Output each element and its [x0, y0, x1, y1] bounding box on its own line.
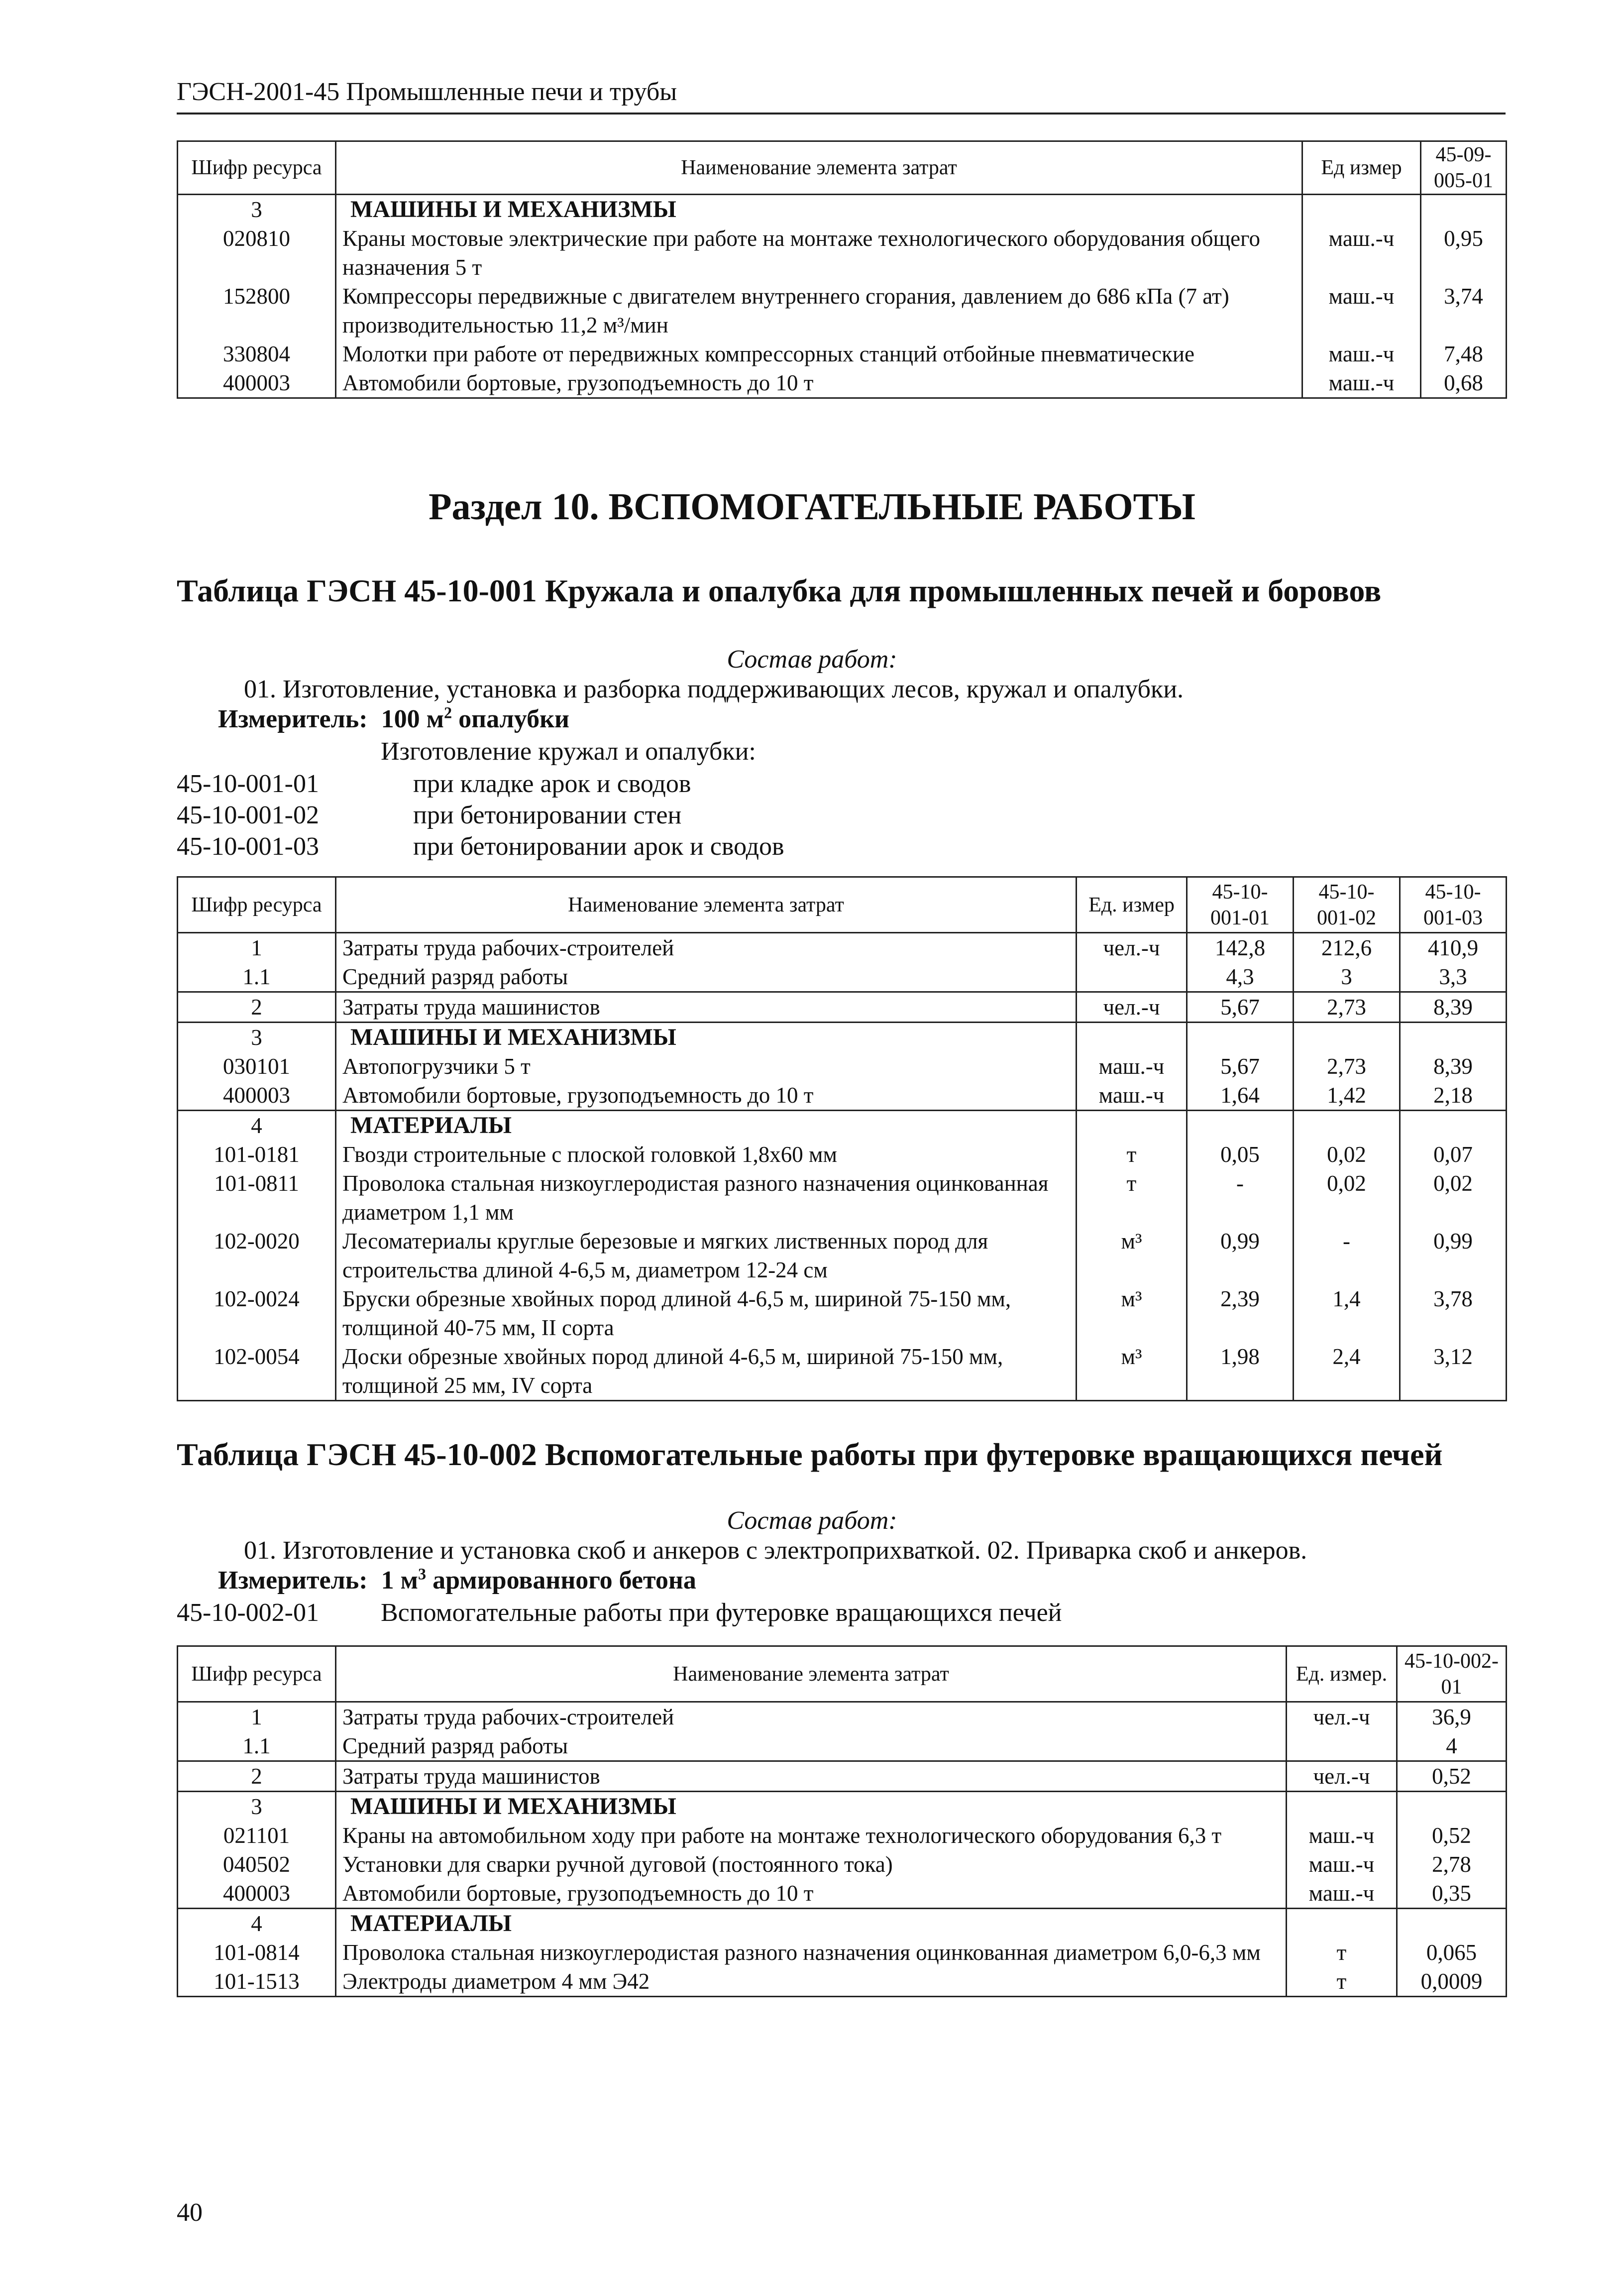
norm-value: 36,9 — [1397, 1702, 1507, 1732]
composition-text: 01. Изготовление, установка и разборка поддерживающих лесов, кружал и опалубки. — [244, 675, 1184, 703]
cost-element-name: МАШИНЫ И МЕХАНИЗМЫ — [336, 1792, 1287, 1822]
table-row — [178, 1731, 1507, 1761]
resource-code: 021101 — [178, 1821, 336, 1850]
norm-value: 0,95 — [1421, 224, 1507, 282]
resource-code: 400003 — [178, 368, 336, 398]
unit-of-measure: м³ — [1077, 1227, 1187, 1284]
cost-element-name: Электроды диаметром 4 мм Э42 — [336, 1967, 1287, 1997]
header-rule — [177, 113, 1506, 114]
norm-value: 7,48 — [1421, 340, 1507, 368]
resource-code: 101-0811 — [178, 1169, 336, 1227]
col-header-norm-03: 45-10-001-03 — [1400, 877, 1507, 933]
norm-value: 2,39 — [1187, 1284, 1294, 1342]
cost-element-name: Затраты труда рабочих-строителей — [336, 1702, 1287, 1732]
cost-element-name: Компрессоры передвижные с двигателем внутреннего сгорания, давлением до 686 кПа (7 ат) производительностью 11,2 м³/мин — [336, 282, 1302, 340]
col-header-unit: Ед. измер — [1077, 877, 1187, 933]
resource-code: 1 — [178, 933, 336, 963]
norm-value: 8,39 — [1400, 1052, 1507, 1081]
norm-value — [1421, 195, 1507, 225]
composition-label: Состав работ: — [727, 645, 897, 674]
col-header-code: Шифр ресурса — [178, 141, 336, 195]
col-header-unit: Ед измер — [1302, 141, 1421, 195]
cost-element-name: МАШИНЫ И МЕХАНИЗМЫ — [336, 195, 1302, 225]
norm-value: 0,52 — [1397, 1761, 1507, 1792]
table-row — [178, 962, 1507, 992]
unit-of-measure — [1287, 1792, 1397, 1822]
table-row — [178, 933, 1507, 963]
resource-code: 030101 — [178, 1052, 336, 1081]
norm-value: 212,6 — [1294, 933, 1400, 963]
col-header-unit: Ед. измер. — [1287, 1646, 1397, 1702]
cost-element-name: Лесоматериалы круглые березовые и мягких лиственных пород для строительства длиной 4-6,5 м, диаметром 12-24 см — [336, 1227, 1077, 1284]
unit-of-measure: т — [1287, 1938, 1397, 1967]
norm-value: 0,07 — [1400, 1140, 1507, 1169]
cost-element-name: Гвозди строительные с плоской головкой 1,8х60 мм — [336, 1140, 1077, 1169]
norm-value: 5,67 — [1187, 1052, 1294, 1081]
unit-of-measure: маш.-ч — [1077, 1081, 1187, 1111]
norm-code: 45-10-001-01 — [177, 770, 319, 798]
norm-value — [1400, 1111, 1507, 1141]
cost-element-name: Средний разряд работы — [336, 1731, 1287, 1761]
unit-of-measure: маш.-ч — [1302, 368, 1421, 398]
resource-code: 4 — [178, 1111, 336, 1141]
unit-of-measure: маш.-ч — [1287, 1879, 1397, 1909]
resource-code: 2 — [178, 992, 336, 1023]
table-title-45-10-002: Таблица ГЭСН 45-10-002 Вспомогательные работы при футеровке вращающихся печей — [177, 1437, 1443, 1472]
table-row — [178, 1967, 1507, 1997]
resource-code: 3 — [178, 1792, 336, 1822]
resource-code: 3 — [178, 1023, 336, 1052]
norm-value: 5,67 — [1187, 992, 1294, 1023]
table-row — [178, 340, 1507, 368]
meter-line — [218, 704, 569, 734]
col-header-norm: 45-09-005-01 — [1421, 141, 1507, 195]
resource-code: 3 — [178, 195, 336, 225]
norm-value: 1,98 — [1187, 1342, 1294, 1401]
page-number: 40 — [177, 2198, 203, 2227]
norm-code: 45-10-001-03 — [177, 832, 319, 861]
cost-element-name: Затраты труда машинистов — [336, 992, 1077, 1023]
cost-element-name: Молотки при работе от передвижных компрессорных станций отбойные пневматические — [336, 340, 1302, 368]
table-row — [178, 1342, 1507, 1401]
cost-element-name: Автомобили бортовые, грузоподъемность до 10 т — [336, 1081, 1077, 1111]
norm-value — [1400, 1023, 1507, 1052]
table-row — [178, 1821, 1507, 1850]
norm-value: - — [1187, 1169, 1294, 1227]
unit-of-measure: чел.-ч — [1077, 992, 1187, 1023]
table-row — [178, 1938, 1507, 1967]
unit-of-measure — [1287, 1909, 1397, 1939]
running-header: ГЭСН-2001-45 Промышленные печи и трубы — [177, 78, 677, 106]
resource-table-45-10-001 — [177, 876, 1507, 1401]
unit-of-measure: т — [1077, 1169, 1187, 1227]
unit-of-measure: т — [1287, 1967, 1397, 1997]
unit-of-measure: м³ — [1077, 1284, 1187, 1342]
resource-code: 400003 — [178, 1879, 336, 1909]
norm-value: 4 — [1397, 1731, 1507, 1761]
norm-value: 2,78 — [1397, 1850, 1507, 1879]
cost-element-name: Автомобили бортовые, грузоподъемность до 10 т — [336, 368, 1302, 398]
norm-value: 0,02 — [1294, 1140, 1400, 1169]
cost-element-name: Затраты труда машинистов — [336, 1761, 1287, 1792]
unit-of-measure — [1302, 195, 1421, 225]
cost-element-name: МАТЕРИАЛЫ — [336, 1111, 1077, 1141]
resource-code: 152800 — [178, 282, 336, 340]
col-header-name: Наименование элемента затрат — [336, 1646, 1287, 1702]
resource-code: 400003 — [178, 1081, 336, 1111]
cost-element-name: Проволока стальная низкоуглеродистая разного назначения оцинкованная диаметром 1,1 мм — [336, 1169, 1077, 1227]
table-row — [178, 1227, 1507, 1284]
composition-text: 01. Изготовление и установка скоб и анкеров с электроприхваткой. 02. Приварка скоб и анкеров. — [244, 1536, 1307, 1565]
resource-table-45-09-005 — [177, 140, 1507, 399]
resource-code: 040502 — [178, 1850, 336, 1879]
unit-of-measure: маш.-ч — [1287, 1821, 1397, 1850]
section-row — [178, 1909, 1507, 1939]
cost-element-name: МАШИНЫ И МЕХАНИЗМЫ — [336, 1023, 1077, 1052]
section-title: Раздел 10. ВСПОМОГАТЕЛЬНЫЕ РАБОТЫ — [429, 486, 1195, 528]
resource-code: 102-0054 — [178, 1342, 336, 1401]
norm-value — [1294, 1111, 1400, 1141]
unit-of-measure: чел.-ч — [1077, 933, 1187, 963]
composition-label: Состав работ: — [727, 1506, 897, 1535]
norm-value: 3,12 — [1400, 1342, 1507, 1401]
table-row — [178, 224, 1507, 282]
table-row — [178, 1052, 1507, 1081]
norm-value: 410,9 — [1400, 933, 1507, 963]
cost-element-name: МАТЕРИАЛЫ — [336, 1909, 1287, 1939]
norm-value: 142,8 — [1187, 933, 1294, 963]
norm-value — [1187, 1023, 1294, 1052]
resource-code: 1.1 — [178, 962, 336, 992]
cost-element-name: Затраты труда рабочих-строителей — [336, 933, 1077, 963]
norm-value: - — [1294, 1227, 1400, 1284]
section-row — [178, 1111, 1507, 1141]
unit-of-measure — [1077, 1111, 1187, 1141]
meter-value: 100 $м^2$ опалубки — [381, 703, 569, 733]
resource-code: 1.1 — [178, 1731, 336, 1761]
col-header-code: Шифр ресурса — [178, 1646, 336, 1702]
norm-code: 45-10-002-01 — [177, 1599, 319, 1627]
norm-value — [1397, 1792, 1507, 1822]
cost-element-name: Бруски обрезные хвойных пород длиной 4-6,5 м, шириной 75-150 мм, толщиной 40-75 мм, II сорта — [336, 1284, 1077, 1342]
cost-element-name: Автопогрузчики 5 т — [336, 1052, 1077, 1081]
norm-value: 0,99 — [1187, 1227, 1294, 1284]
table-row — [178, 1702, 1507, 1732]
norm-value: 3,74 — [1421, 282, 1507, 340]
meter-label: Измеритель: — [218, 705, 368, 733]
meter-line — [218, 1566, 696, 1595]
resource-code: 020810 — [178, 224, 336, 282]
norm-value: 3 — [1294, 962, 1400, 992]
table-row — [178, 1879, 1507, 1909]
unit-of-measure: м³ — [1077, 1342, 1187, 1401]
unit-of-measure — [1077, 1023, 1187, 1052]
norm-value — [1397, 1909, 1507, 1939]
resource-code: 1 — [178, 1702, 336, 1732]
norm-value: 0,05 — [1187, 1140, 1294, 1169]
norm-value: 8,39 — [1400, 992, 1507, 1023]
col-header-code: Шифр ресурса — [178, 877, 336, 933]
norm-description: при бетонировании стен — [413, 801, 682, 829]
table-row — [178, 1169, 1507, 1227]
resource-code: 4 — [178, 1909, 336, 1939]
meter-label: Измеритель: — [218, 1566, 368, 1595]
resource-code: 101-0181 — [178, 1140, 336, 1169]
table-row — [178, 1081, 1507, 1111]
col-header-norm-01: 45-10-001-01 — [1187, 877, 1294, 933]
norm-value — [1294, 1023, 1400, 1052]
norm-value: 1,64 — [1187, 1081, 1294, 1111]
table-row — [178, 1284, 1507, 1342]
norm-value: 0,0009 — [1397, 1967, 1507, 1997]
resource-table-45-10-002 — [177, 1645, 1507, 1997]
norm-value: 2,73 — [1294, 1052, 1400, 1081]
cost-element-name: Проволока стальная низкоуглеродистая разного назначения оцинкованная диаметром 6,0-6,3 мм — [336, 1938, 1287, 1967]
norm-value: 2,18 — [1400, 1081, 1507, 1111]
cost-element-name: Средний разряд работы — [336, 962, 1077, 992]
resource-code: 102-0024 — [178, 1284, 336, 1342]
table-row — [178, 282, 1507, 340]
norm-value — [1187, 1111, 1294, 1141]
norm-value: 1,4 — [1294, 1284, 1400, 1342]
resource-code: 101-0814 — [178, 1938, 336, 1967]
cost-element-name: Доски обрезные хвойных пород длиной 4-6,5 м, шириной 75-150 мм, толщиной 25 мм, IV сорта — [336, 1342, 1077, 1401]
resource-code: 330804 — [178, 340, 336, 368]
unit-of-measure: т — [1077, 1140, 1187, 1169]
norm-value: 2,73 — [1294, 992, 1400, 1023]
cost-element-name: Установки для сварки ручной дуговой (постоянного тока) — [336, 1850, 1287, 1879]
norm-value: 0,35 — [1397, 1879, 1507, 1909]
cost-element-name: Краны мостовые электрические при работе на монтаже технологического оборудования общего назначения 5 т — [336, 224, 1302, 282]
section-row — [178, 195, 1507, 225]
norm-value: 3,78 — [1400, 1284, 1507, 1342]
unit-of-measure — [1287, 1731, 1397, 1761]
norm-value: 0,99 — [1400, 1227, 1507, 1284]
table-row — [178, 1140, 1507, 1169]
table-row — [178, 1761, 1507, 1792]
table-row — [178, 368, 1507, 398]
unit-of-measure: маш.-ч — [1302, 224, 1421, 282]
col-header-name: Наименование элемента затрат — [336, 141, 1302, 195]
unit-of-measure: маш.-ч — [1287, 1850, 1397, 1879]
norm-description: при кладке арок и сводов — [413, 770, 691, 798]
norm-value: 0,52 — [1397, 1821, 1507, 1850]
section-row — [178, 1023, 1507, 1052]
col-header-norm-02: 45-10-001-02 — [1294, 877, 1400, 933]
cost-element-name: Автомобили бортовые, грузоподъемность до 10 т — [336, 1879, 1287, 1909]
norm-value: 0,065 — [1397, 1938, 1507, 1967]
norm-code: 45-10-001-02 — [177, 801, 319, 829]
table-row — [178, 1850, 1507, 1879]
norm-value: 4,3 — [1187, 962, 1294, 992]
resource-code: 102-0020 — [178, 1227, 336, 1284]
norm-value: 1,42 — [1294, 1081, 1400, 1111]
unit-of-measure: маш.-ч — [1302, 340, 1421, 368]
unit-of-measure: маш.-ч — [1077, 1052, 1187, 1081]
norm-description: Вспомогательные работы при футеровке вращающихся печей — [381, 1599, 1062, 1627]
table-row — [178, 992, 1507, 1023]
resource-code: 101-1513 — [178, 1967, 336, 1997]
norm-subtitle: Изготовление кружал и опалубки: — [381, 737, 756, 766]
col-header-norm: 45-10-002-01 — [1397, 1646, 1507, 1702]
norm-value: 3,3 — [1400, 962, 1507, 992]
norm-value: 0,02 — [1400, 1169, 1507, 1227]
unit-of-measure: маш.-ч — [1302, 282, 1421, 340]
resource-code: 2 — [178, 1761, 336, 1792]
table-title-45-10-001: Таблица ГЭСН 45-10-001 Кружала и опалубка для промышленных печей и боровов — [177, 573, 1382, 608]
cost-element-name: Краны на автомобильном ходу при работе на монтаже технологического оборудования 6,3 т — [336, 1821, 1287, 1850]
norm-description: при бетонировании арок и сводов — [413, 832, 784, 861]
unit-of-measure: чел.-ч — [1287, 1702, 1397, 1732]
section-row — [178, 1792, 1507, 1822]
norm-value: 2,4 — [1294, 1342, 1400, 1401]
unit-of-measure: чел.-ч — [1287, 1761, 1397, 1792]
norm-value: 0,68 — [1421, 368, 1507, 398]
norm-value: 0,02 — [1294, 1169, 1400, 1227]
col-header-name: Наименование элемента затрат — [336, 877, 1077, 933]
unit-of-measure — [1077, 962, 1187, 992]
meter-value: 1 $м^3$ армированного бетона — [381, 1565, 696, 1595]
